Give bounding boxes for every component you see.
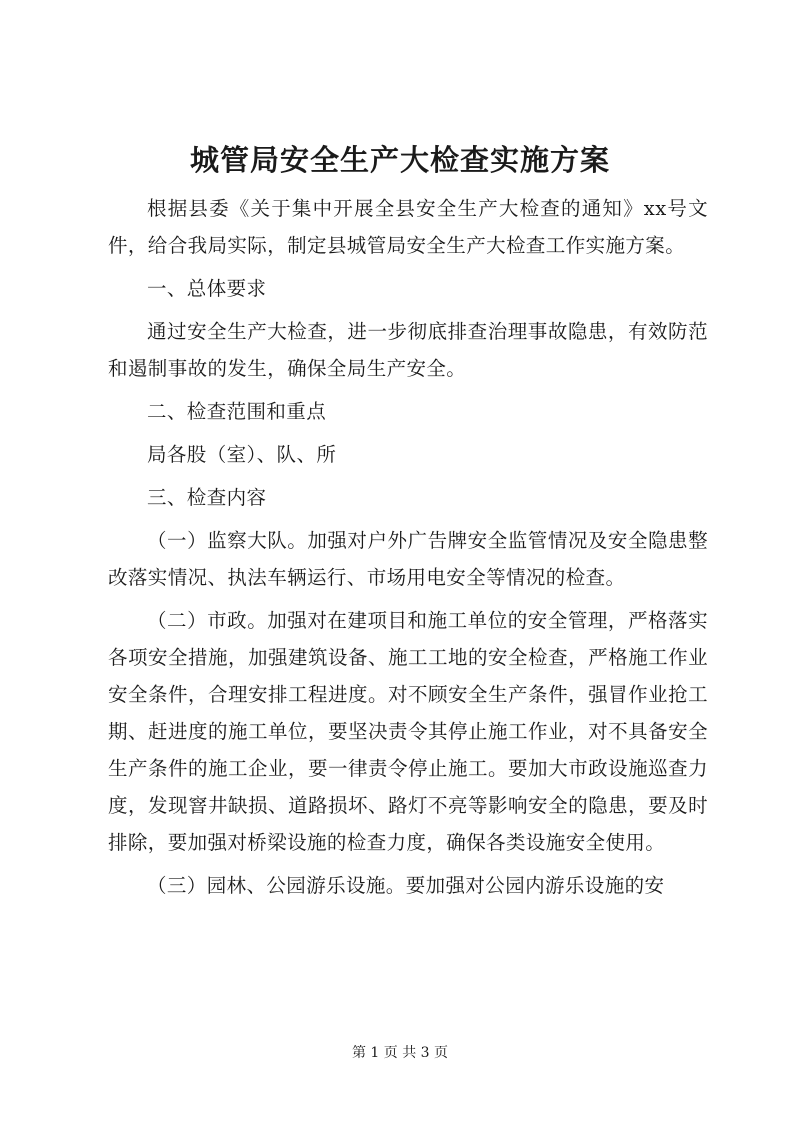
paragraph-parks: （三）园林、公园游乐设施。要加强对公园内游乐设施的安 <box>147 874 665 897</box>
section-heading-1: 一、总体要求 <box>147 277 267 300</box>
paragraph-inspection-team: （一）监察大队。加强对户外广告牌安全监管情况及安全隐患整改落实情况、执法车辆运行、市场用电安全等情况的检查。 <box>108 529 708 589</box>
page-footer: 第 1 页 共 3 页 <box>351 1045 449 1061</box>
paragraph-scope: 局各股（室）、队、所 <box>147 443 337 466</box>
paragraph-intro: 根据县委《关于集中开展全县安全生产大检查的通知》xx号文件，给合我局实际，制定县城管局安全生产大检查工作实施方案。 <box>108 197 708 257</box>
document-title: 城管局安全生产大检查实施方案 <box>189 143 610 177</box>
section-heading-2: 二、检查范围和重点 <box>147 400 327 423</box>
paragraph-general-requirements: 通过安全生产大检查，进一步彻底排查治理事故隐患，有效防范和遏制事故的发生，确保全局生产安全。 <box>108 320 708 380</box>
document-body <box>108 190 708 910</box>
paragraph-municipal: （二）市政。加强对在建项目和施工单位的安全管理，严格落实各项安全措施，加强建筑设备、施工工地的安全检查，严格施工作业安全条件，合理安排工程进度。对不顾安全生产条件，强冒作业抢工期、赶进度的施工单位，要坚决责令其停止施工作业，对不具备安全生产条件的施工企业，要一律责令停止施工。要加大市政设施巡查力度，发现窨井缺损、道路损坏、路灯不亮等影响安全的隐患，要及时排除，要加强对桥梁设施的检查力度，确保各类设施安全使用。 <box>108 609 708 854</box>
section-heading-3: 三、检查内容 <box>147 486 267 509</box>
